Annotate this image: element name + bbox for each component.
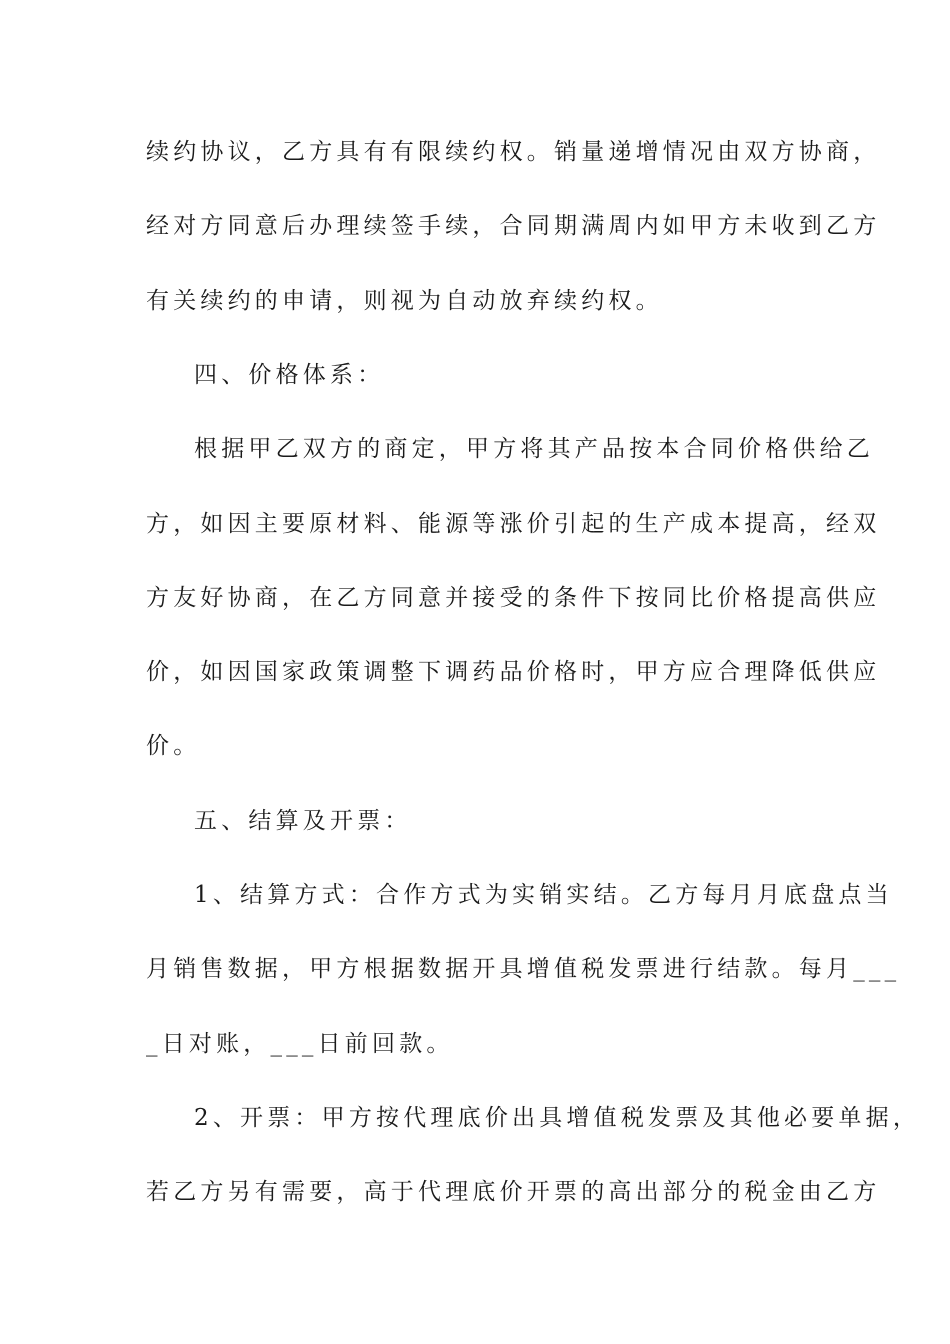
paragraph-line: _日对账，___日前回款。 xyxy=(146,1031,454,1057)
section-heading: 四、价格体系： xyxy=(194,362,385,388)
paragraph-line: 方友好协商，在乙方同意并接受的条件下按同比价格提高供应 xyxy=(146,585,881,611)
paragraph-line: 月销售数据，甲方根据数据开具增值税发票进行结款。每月___ xyxy=(146,956,901,982)
paragraph-line: 2、开票：甲方按代理底价出具增值税发票及其他必要单据， xyxy=(194,1105,921,1131)
paragraph-line: 1、结算方式：合作方式为实销实结。乙方每月月底盘点当 xyxy=(194,882,893,908)
paragraph-line: 价，如因国家政策调整下调药品价格时，甲方应合理降低供应 xyxy=(146,659,881,685)
paragraph-line: 方，如因主要原材料、能源等涨价引起的生产成本提高，经双 xyxy=(146,511,881,537)
paragraph-line: 经对方同意后办理续签手续，合同期满周内如甲方未收到乙方 xyxy=(146,213,881,239)
paragraph-line: 有关续约的申请，则视为自动放弃续约权。 xyxy=(146,288,663,314)
paragraph-line: 若乙方另有需要，高于代理底价开票的高出部分的税金由乙方 xyxy=(146,1179,881,1205)
paragraph-line: 价。 xyxy=(146,733,201,759)
paragraph-line: 根据甲乙双方的商定，甲方将其产品按本合同价格供给乙 xyxy=(194,436,874,462)
paragraph-line: 续约协议，乙方具有有限续约权。销量递增情况由双方协商， xyxy=(146,139,881,165)
section-heading: 五、结算及开票： xyxy=(194,808,412,834)
